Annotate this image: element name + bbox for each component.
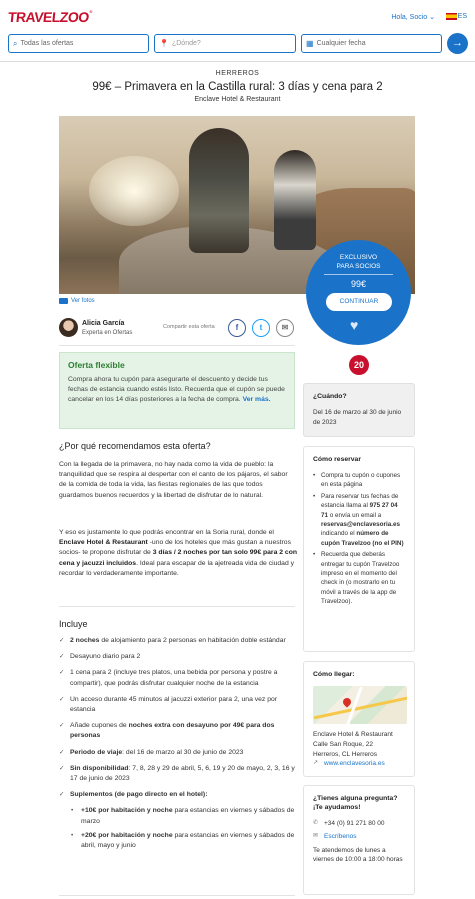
see-more-link[interactable]: Ver más. [242, 396, 271, 403]
exclusive-badge: EXCLUSIVO PARA SOCIOS 99€ CONTINUAR ♥ [306, 240, 411, 345]
hotel-name: Enclave Hotel & Restaurant [194, 96, 281, 103]
envelope-icon: ✉ [313, 832, 319, 839]
flexible-offer-box: Oferta flexible Compra ahora tu cupón para asegurarte el descuento y decide tus fechas de estancia cuando estés listo. Recuerda que el cupón se puede cancelar en los 14 días posteriores a la fecha de compra. Ver más. [59, 352, 295, 429]
when-card [303, 383, 415, 437]
why-paragraph-1: Con la llegada de la primavera, no hay nada como la vida de pueblo: la tranquilidad que se respira al despertar con el canto de los pájaros, el sabor de la comida de toda la vida, las fiestas regionales de las que todos guardamos buenos recuerdos y la libertad de disfrutar de lo natural. [59, 461, 288, 499]
list-item: ✓ Desayuno diario para 2 [59, 652, 297, 662]
search-icon: ⌕ [13, 38, 18, 48]
location-pin-icon: 📍 [159, 38, 169, 48]
location-map[interactable] [313, 686, 407, 724]
travelzoo-logo[interactable]: TRAVELZOO® [7, 9, 93, 25]
heart-icon[interactable]: ♥ [350, 317, 359, 333]
search-go-button[interactable] [447, 33, 468, 54]
travelzoo-top20-logo: 20 [349, 355, 369, 375]
view-photos-link[interactable]: Ver fotos [59, 298, 95, 304]
language-selector[interactable]: ES [457, 13, 467, 20]
deal-category: HERREROS [215, 70, 260, 77]
date-field[interactable] [301, 34, 442, 53]
how-to-book-card [303, 446, 415, 652]
author-name: Alicia García [82, 320, 125, 327]
list-item: ✓ 1 cena para 2 (incluye tres platos, una bebida por persona y postre a compartir), que podrás disfrutar cualquier noche de la estancia [59, 668, 297, 688]
list-item: • +10€ por habitación y noche para estancias en viernes y sábados de marzo [59, 806, 297, 826]
help-hours: Te atendemos de lunes a viernes de 10:00 a 18:00 horas [313, 846, 403, 864]
website-link[interactable]: ↗ www.enclavesoria.es [313, 760, 385, 768]
when-title: ¿Cuándo? [313, 393, 347, 400]
chevron-down-icon: ⌄ [429, 14, 435, 21]
user-menu[interactable]: Hola, Socio ⌄ [391, 14, 435, 21]
how-to-get-there-card [303, 661, 415, 777]
calendar-icon: ▦ [306, 38, 314, 48]
how-to-book-title: Cómo reservar [313, 456, 361, 463]
list-item: ✓ Periodo de viaje: del 16 de marzo al 30 de junio de 2023 [59, 748, 297, 758]
list-item: • Compra tu cupón o cupones en esta página [313, 471, 405, 490]
spain-flag-icon[interactable] [446, 13, 457, 20]
badge-price: 99€ [324, 274, 393, 289]
list-item: • Para reservar tus fechas de estancia llama al 975 27 04 71 o envía un email a reservas@enclavesoria.es indicando el número de cupón Travelzoo (no el PIN) [313, 492, 405, 548]
list-item: ✓ Añade cupones de noches extra con desayuno por 49€ para dos personas [59, 721, 297, 741]
offers-search-field[interactable] [8, 34, 149, 53]
help-title: ¿Tienes alguna pregunta? ¡Te ayudamos! [313, 795, 398, 811]
continue-button[interactable]: CONTINUAR [326, 293, 392, 311]
includes-heading: Incluye [59, 619, 88, 629]
offers-search-input[interactable]: Todas las ofertas [20, 40, 74, 47]
share-label: Compartir esta oferta [163, 324, 215, 330]
map-pin-icon [341, 696, 352, 707]
list-item: • Recuerda que deberás entregar tu cupón Travelzoo impreso en el momento del check in (o mostrarlo en tu móvil a través de la app de Travelzoo). [313, 550, 405, 606]
list-item: ✓ Suplementos (de pago directo en el hotel): [59, 790, 297, 800]
phone-line[interactable]: ✆ +34 (0) 91 271 80 00 [313, 820, 385, 827]
header [0, 0, 475, 62]
why-heading: ¿Por qué recomendamos esta oferta? [59, 441, 211, 451]
where-field[interactable] [154, 34, 296, 53]
list-item: ✓ Sin disponibilidad: 7, 8, 28 y 29 de abril, 5, 6, 19 y 20 de mayo, 2, 3, 16 y 17 de junio de 2023 [59, 764, 297, 784]
camera-icon [59, 298, 68, 304]
hotel-address-link[interactable]: Enclave Hotel & Restaurant Calle San Roque, 22 Herreros, CL Herreros [313, 731, 393, 758]
list-item: ✓ Un acceso durante 45 minutos al jacuzzi exterior para 2, una vez por estancia [59, 695, 297, 715]
phone-icon: ✆ [313, 820, 319, 826]
includes-list [59, 636, 297, 855]
get-there-title: Cómo llegar: [313, 671, 355, 678]
why-paragraph-2: Y eso es justamente lo que podrás encontrar en la Soria rural, donde el Enclave Hotel & Restaurant -uno de los hoteles que más gustan a nuestros socios- te propone disfrutar de 3 días / 2 noches por tan solo 99€ para 2 con cena y jacuzzi incluidos. Ideal para escapar de la ajetreada vida de ciudad y recordar lo verdaderamente importante. [59, 529, 297, 577]
twitter-icon[interactable]: t [252, 319, 270, 337]
list-item: ✓ 2 noches de alojamiento para 2 personas en habitación doble estándar [59, 636, 297, 646]
arrow-right-icon: → [452, 37, 463, 49]
external-link-icon: ↗ [313, 760, 319, 767]
facebook-icon[interactable]: f [228, 319, 246, 337]
write-us-link[interactable]: ✉ Escríbenos [313, 832, 357, 840]
date-input[interactable]: Cualquier fecha [316, 40, 366, 47]
where-input[interactable]: ¿Dónde? [171, 40, 201, 47]
email-icon[interactable]: ✉ [276, 319, 294, 337]
author-role: Experta en Ofertas [82, 330, 133, 336]
avatar [59, 318, 78, 337]
help-card [303, 785, 415, 895]
when-text: Del 16 de marzo al 30 de junio de 2023 [313, 409, 402, 426]
flexible-offer-title: Oferta flexible [68, 360, 125, 370]
list-item: • +20€ por habitación y noche para estancias en viernes y sábados de abril, mayo y junio [59, 831, 297, 851]
deal-title: 99€ – Primavera en la Castilla rural: 3 días y cena para 2 [92, 81, 383, 93]
